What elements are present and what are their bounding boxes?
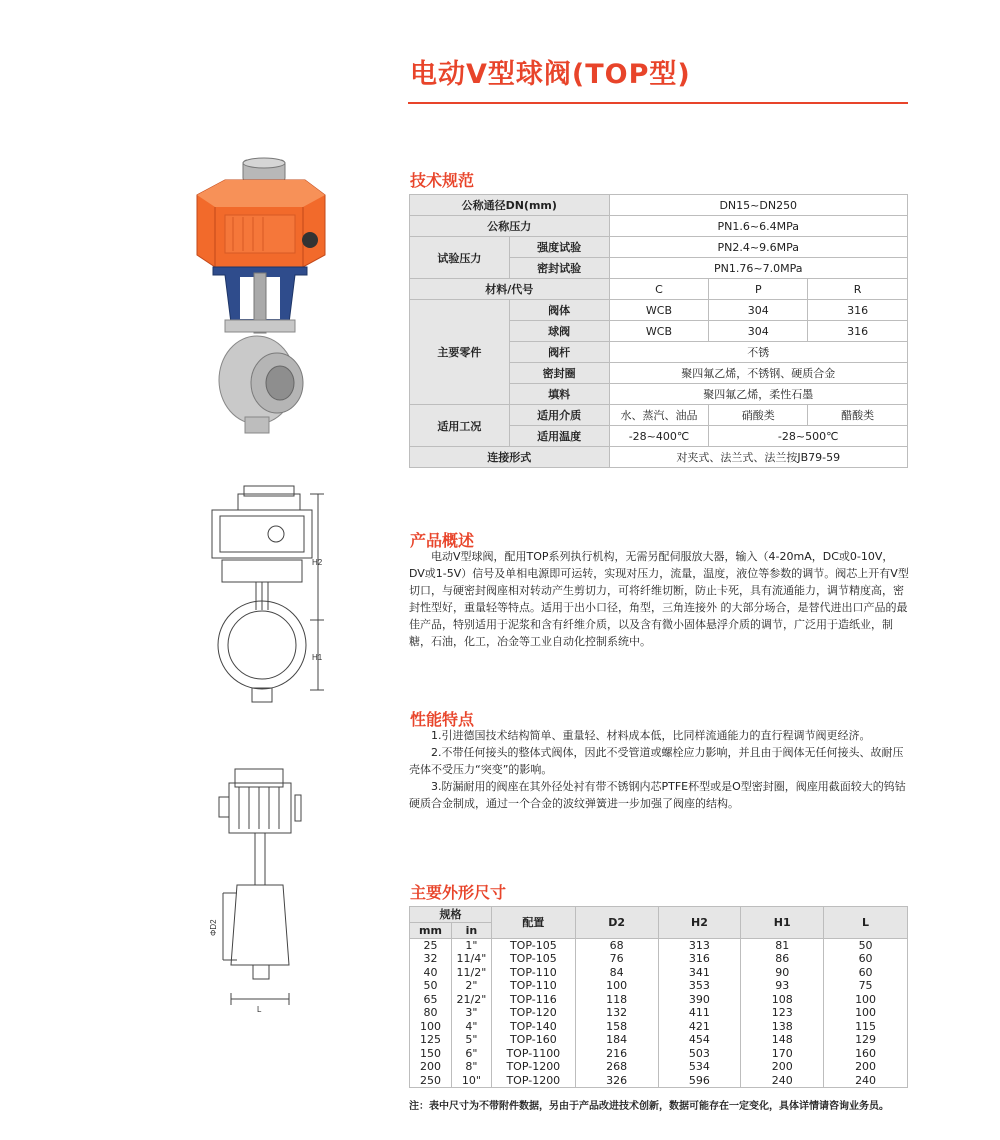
spec-mat-p: P [709, 279, 808, 300]
feature-item-1: 1.引进德国技术结构简单、重量轻、材料成本低，比同样流通能力的直行程调节阀更经济。 [431, 729, 871, 742]
table-cell: 326 [575, 1074, 658, 1088]
spec-seal-value: PN1.76~7.0MPa [609, 258, 907, 279]
spec-body-label: 阀体 [509, 300, 609, 321]
spec-packing-value: 聚四氟乙烯，柔性石墨 [609, 384, 907, 405]
d2-dim-label: ΦD2 [209, 919, 218, 936]
table-cell: 5" [451, 1033, 491, 1047]
table-row [410, 939, 908, 953]
table-cell: 6" [451, 1047, 491, 1061]
table-cell: 132 [575, 1006, 658, 1020]
spec-body-r: 316 [808, 300, 908, 321]
table-cell: TOP-160 [491, 1033, 575, 1047]
table-cell: 200 [410, 1060, 452, 1074]
table-cell: 148 [741, 1033, 824, 1047]
table-cell: 421 [658, 1020, 741, 1034]
table-cell: 534 [658, 1060, 741, 1074]
spec-ball-label: 球阀 [509, 321, 609, 342]
table-cell: 50 [824, 939, 908, 953]
table-cell: 250 [410, 1074, 452, 1088]
table-cell: 90 [741, 966, 824, 980]
table-cell: 503 [658, 1047, 741, 1061]
table-cell: TOP-110 [491, 966, 575, 980]
table-cell: 108 [741, 993, 824, 1007]
overview-text: 电动V型球阀，配用TOP系列执行机构，无需另配伺服放大器，输入（4-20mA，DC或0-10V，DV或1-5V）信号及单相电源即可运转，实现对压力，流量，温度，液位等参数的调节。阀芯上开有V型切口，与硬密封阀座相对转动产生剪切力，可将纤维切断，防止卡死，具有流通能力，调节精度高，密封性型好，重量轻等特点。适用于出小口径，角型，三角连接外 的大部分场合，是替代进出口产品的最佳产品，特别适用于泥浆和含有纤维介质，以及含有微小固体悬浮介质的调节，广泛用于造纸业，制糖，石油，化工，冶金等工业自动化控制系统中。 [409, 550, 909, 648]
table-cell: 316 [658, 952, 741, 966]
front-view-drawing [200, 480, 330, 720]
spec-material-label: 材料/代号 [410, 279, 610, 300]
table-cell: TOP-110 [491, 979, 575, 993]
table-cell: 4" [451, 1020, 491, 1034]
table-cell: 596 [658, 1074, 741, 1088]
spec-strength-value: PN2.4~9.6MPa [609, 237, 907, 258]
spec-conn-value: 对夹式、法兰式、法兰按JB79-59 [609, 447, 907, 468]
table-cell: 100 [824, 1006, 908, 1020]
spec-test-label: 试验压力 [410, 237, 510, 279]
table-cell: 100 [824, 993, 908, 1007]
table-cell: TOP-1200 [491, 1060, 575, 1074]
spec-ball-c: WCB [609, 321, 709, 342]
dims-header-h2: H2 [658, 907, 741, 939]
table-cell: TOP-105 [491, 952, 575, 966]
table-row [410, 1006, 908, 1020]
table-cell: 129 [824, 1033, 908, 1047]
feature-item-3: 3.防漏耐用的阀座在其外径处衬有带不锈钢内芯PTFE杯型或是O型密封圈，阀座用截面较大的钨钴硬质合金制成，通过一个合金的波纹弹簧进一步加强了阀座的结构。 [409, 780, 906, 810]
overview-section-title: 产品概述 [410, 531, 475, 550]
table-cell: 50 [410, 979, 452, 993]
spec-dn-label: 公称通径DN(mm) [410, 195, 610, 216]
spec-temp-label: 适用温度 [509, 426, 609, 447]
features-section-title: 性能特点 [410, 710, 475, 729]
table-cell: 160 [824, 1047, 908, 1061]
side-view-drawing [205, 755, 315, 1025]
table-cell: 240 [741, 1074, 824, 1088]
table-cell: 158 [575, 1020, 658, 1034]
spec-temp-pr: -28~500℃ [709, 426, 908, 447]
spec-stem-label: 阀杆 [509, 342, 609, 363]
table-cell: 81 [741, 939, 824, 953]
table-cell: 100 [575, 979, 658, 993]
table-row [410, 979, 908, 993]
table-cell: 123 [741, 1006, 824, 1020]
table-cell: 65 [410, 993, 452, 1007]
table-cell: 2" [451, 979, 491, 993]
table-cell: TOP-1100 [491, 1047, 575, 1061]
valve-photo [185, 155, 335, 445]
spec-ball-r: 316 [808, 321, 908, 342]
table-cell: 84 [575, 966, 658, 980]
table-cell: 60 [824, 966, 908, 980]
table-row [410, 966, 908, 980]
spec-medium-label: 适用介质 [509, 405, 609, 426]
table-cell: 1" [451, 939, 491, 953]
table-cell: 125 [410, 1033, 452, 1047]
dims-header-config: 配置 [491, 907, 575, 939]
dims-header-spec: 规格 [410, 907, 492, 923]
spec-body-p: 304 [709, 300, 808, 321]
table-cell: 86 [741, 952, 824, 966]
spec-packing-label: 填料 [509, 384, 609, 405]
spec-mat-c: C [609, 279, 709, 300]
table-cell: 268 [575, 1060, 658, 1074]
table-cell: 80 [410, 1006, 452, 1020]
spec-strength-label: 强度试验 [509, 237, 609, 258]
table-cell: TOP-120 [491, 1006, 575, 1020]
spec-pn-label: 公称压力 [410, 216, 610, 237]
table-cell: 353 [658, 979, 741, 993]
table-row [410, 952, 908, 966]
table-cell: 10" [451, 1074, 491, 1088]
table-cell: 170 [741, 1047, 824, 1061]
table-cell: 75 [824, 979, 908, 993]
table-cell: 454 [658, 1033, 741, 1047]
footnote: 注：表中尺寸为不带附件数据，另由于产品改进技术创新，数据可能存在一定变化，具体详情请咨询业务员。 [409, 1101, 889, 1112]
page-title: 电动V型球阀(TOP型) [410, 59, 691, 90]
spec-cond-label: 适用工况 [410, 405, 510, 447]
table-cell: 60 [824, 952, 908, 966]
spec-ring-value: 聚四氟乙烯，不锈钢、硬质合金 [609, 363, 907, 384]
table-row [410, 1047, 908, 1061]
table-cell: 11/2" [451, 966, 491, 980]
spec-body-c: WCB [609, 300, 709, 321]
table-row [410, 1074, 908, 1088]
spec-ring-label: 密封圈 [509, 363, 609, 384]
spec-pn-value: PN1.6~6.4MPa [609, 216, 907, 237]
dims-header-d2: D2 [575, 907, 658, 939]
table-cell: TOP-116 [491, 993, 575, 1007]
l-dim-label: L [257, 1005, 262, 1014]
dims-header-l: L [824, 907, 908, 939]
table-cell: 3" [451, 1006, 491, 1020]
dimensions-section-title: 主要外形尺寸 [410, 883, 507, 902]
table-cell: 68 [575, 939, 658, 953]
spec-medium-p: 硝酸类 [709, 405, 808, 426]
features-list [409, 727, 909, 812]
feature-item-2: 2.不带任何接头的整体式阀体，因此不受管道或螺栓应力影响，并且由于阀体无任何接头、故耐压壳体不受压力“突变”的影响。 [409, 746, 904, 776]
table-cell: 32 [410, 952, 452, 966]
table-cell: 390 [658, 993, 741, 1007]
spec-temp-c: -28~400℃ [609, 426, 709, 447]
table-row [410, 1033, 908, 1047]
spec-table [409, 194, 908, 468]
table-cell: 76 [575, 952, 658, 966]
overview-paragraph [409, 548, 909, 650]
table-cell: 240 [824, 1074, 908, 1088]
h1-dim-label: H1 [312, 653, 323, 662]
spec-conn-label: 连接形式 [410, 447, 610, 468]
dimensions-table [409, 906, 908, 1088]
table-cell: 118 [575, 993, 658, 1007]
table-cell: 100 [410, 1020, 452, 1034]
spec-stem-value: 不锈 [609, 342, 907, 363]
table-row [410, 1020, 908, 1034]
spec-ball-p: 304 [709, 321, 808, 342]
spec-dn-value: DN15~DN250 [609, 195, 907, 216]
spec-seal-label: 密封试验 [509, 258, 609, 279]
table-cell: TOP-105 [491, 939, 575, 953]
table-cell: 184 [575, 1033, 658, 1047]
h2-dim-label: H2 [312, 558, 323, 567]
dims-header-h1: H1 [741, 907, 824, 939]
table-cell: TOP-1200 [491, 1074, 575, 1088]
spec-medium-r: 醋酸类 [808, 405, 908, 426]
table-cell: 11/4" [451, 952, 491, 966]
table-cell: 93 [741, 979, 824, 993]
table-cell: 150 [410, 1047, 452, 1061]
table-cell: 411 [658, 1006, 741, 1020]
table-row [410, 1060, 908, 1074]
dims-header-in: in [451, 923, 491, 939]
table-cell: 115 [824, 1020, 908, 1034]
table-cell: 341 [658, 966, 741, 980]
spec-mat-r: R [808, 279, 908, 300]
table-row [410, 993, 908, 1007]
table-cell: 138 [741, 1020, 824, 1034]
spec-medium-c: 水、蒸汽、油品 [609, 405, 709, 426]
spec-section-title: 技术规范 [410, 171, 475, 190]
table-cell: 40 [410, 966, 452, 980]
spec-parts-label: 主要零件 [410, 300, 510, 405]
dims-header-mm: mm [410, 923, 452, 939]
table-cell: 200 [824, 1060, 908, 1074]
table-cell: 25 [410, 939, 452, 953]
table-cell: 21/2" [451, 993, 491, 1007]
table-cell: TOP-140 [491, 1020, 575, 1034]
title-rule [408, 102, 908, 104]
table-cell: 216 [575, 1047, 658, 1061]
table-cell: 8" [451, 1060, 491, 1074]
table-cell: 313 [658, 939, 741, 953]
table-cell: 200 [741, 1060, 824, 1074]
